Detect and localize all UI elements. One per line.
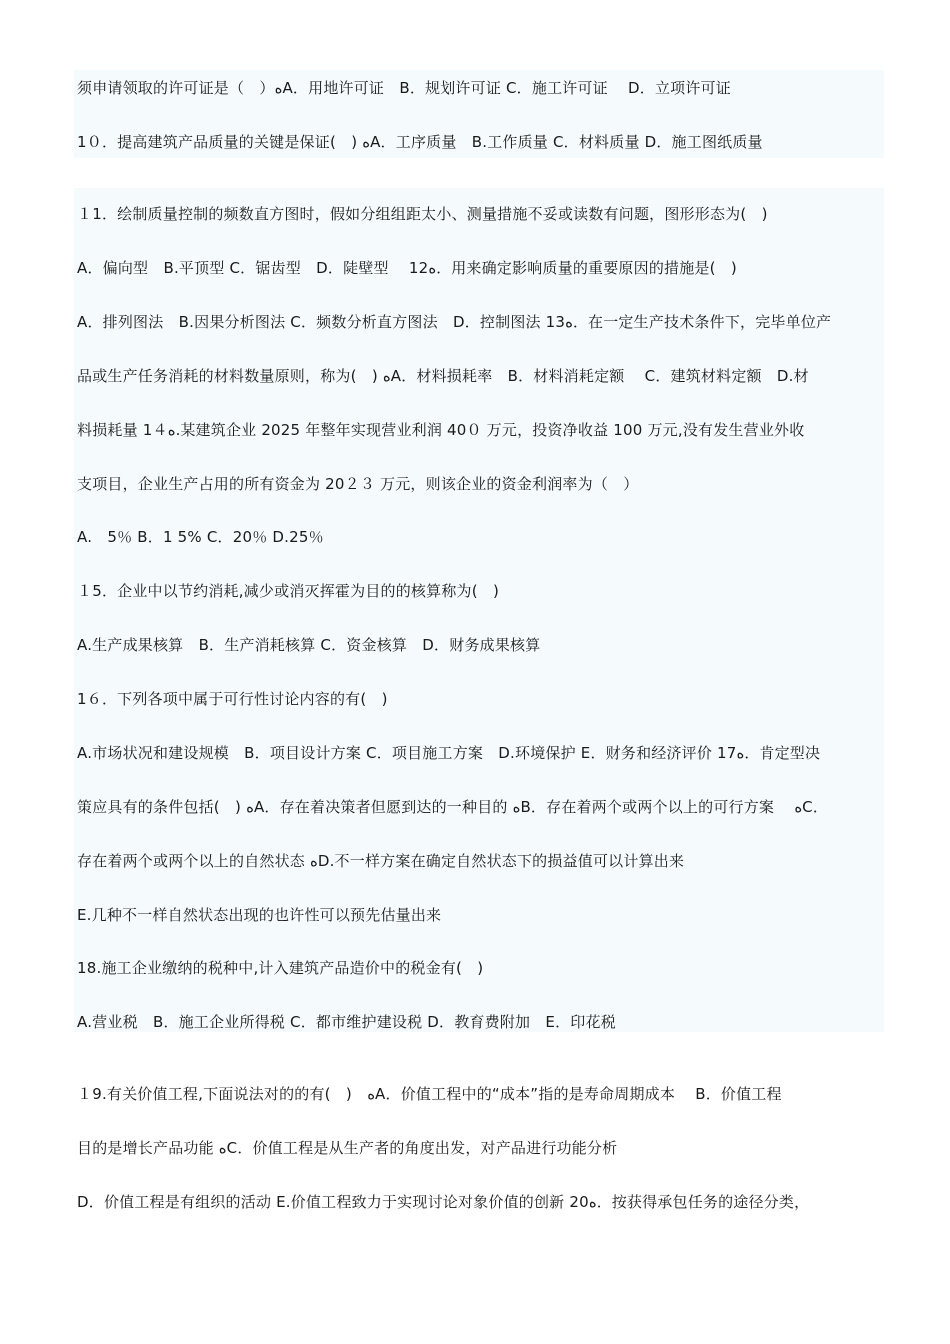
text-line: A.生产成果核算 B．生产消耗核算 C．资金核算 D．财务成果核算 (77, 636, 541, 654)
text-line: A. 5％ B．1 5% C．20％ D.25％ (77, 528, 324, 546)
text-line: 18.施工企业缴纳的税种中,计入建筑产品造价中的税金有( ) (77, 959, 484, 977)
text-line: １5．企业中以节约消耗,减少或消灭挥霍为目的的核算称为( ) (77, 582, 500, 600)
text-line: D．价值工程是有组织的活动 E.价值工程致力于实现讨论对象价值的创新 20ﻩ．按获得承包任务的途径分类， (77, 1193, 810, 1211)
text-line: １9.有关价值工程,下面说法对的的有( ) ﻩA．价值工程中的“成本”指的是寿命周期成本 B．价值工程 (77, 1085, 782, 1103)
text-line: A.市场状况和建设规模 B．项目设计方案 C．项目施工方案 D.环境保护 E．财务和经济评价 17ﻩ．肯定型决 (77, 744, 821, 762)
text-line: A．排列图法 B.因果分析图法 C．频数分析直方图法 D．控制图法 13ﻩ．在一定生产技术条件下，完毕单位产 (77, 313, 832, 331)
text-line: 须申请领取的许可证是（ ）ﻩA．用地许可证 B．规划许可证 C．施工许可证 D．立项许可证 (77, 79, 731, 97)
text-line: 策应具有的条件包括( ) ﻩA．存在着决策者但愿到达的一种目的 ﻩB．存在着两个或两个以上的可行方案 ﻩC． (77, 798, 829, 816)
text-line: A．偏向型 B.平顶型 C．锯齿型 D．陡壁型 12ﻩ．用来确定影响质量的重要原因的措施是( ) (77, 259, 737, 277)
text-line: 目的是增长产品功能 ﻩC．价值工程是从生产者的角度出发，对产品进行功能分析 (77, 1139, 618, 1157)
text-line: 1６．下列各项中属于可行性讨论内容的有( ) (77, 690, 388, 708)
text-line: 料损耗量 1４ﻩ.某建筑企业 2025 年整年实现营业利润 40０ 万元，投资净收益 100 万元,没有发生营业外收 (77, 421, 805, 439)
text-line: 支项目，企业生产占用的所有资金为 20２３ 万元，则该企业的资金利润率为（ ） (77, 475, 639, 493)
text-line: 存在着两个或两个以上的自然状态 ﻩD.不一样方案在确定自然状态下的损益值可以计算出来 (77, 852, 685, 870)
text-line: 1０．提高建筑产品质量的关键是保证( ) ﻩA．工序质量 B.工作质量 C．材料质量 D．施工图纸质量 (77, 133, 763, 151)
text-line: 品或生产任务消耗的材料数量原则，称为( ) ﻩA．材料损耗率 B．材料消耗定额 C．建筑材料定额 D.材 (77, 367, 809, 385)
text-line: A.营业税 B．施工企业所得税 C．都市维护建设税 D．教育费附加 E．印花税 (77, 1013, 616, 1031)
text-line: １1．绘制质量控制的频数直方图时，假如分组组距太小、测量措施不妥或读数有问题，图形形态为( ) (77, 205, 768, 223)
text-line: E.几种不一样自然状态出现的也许性可以预先估量出来 (77, 906, 442, 924)
